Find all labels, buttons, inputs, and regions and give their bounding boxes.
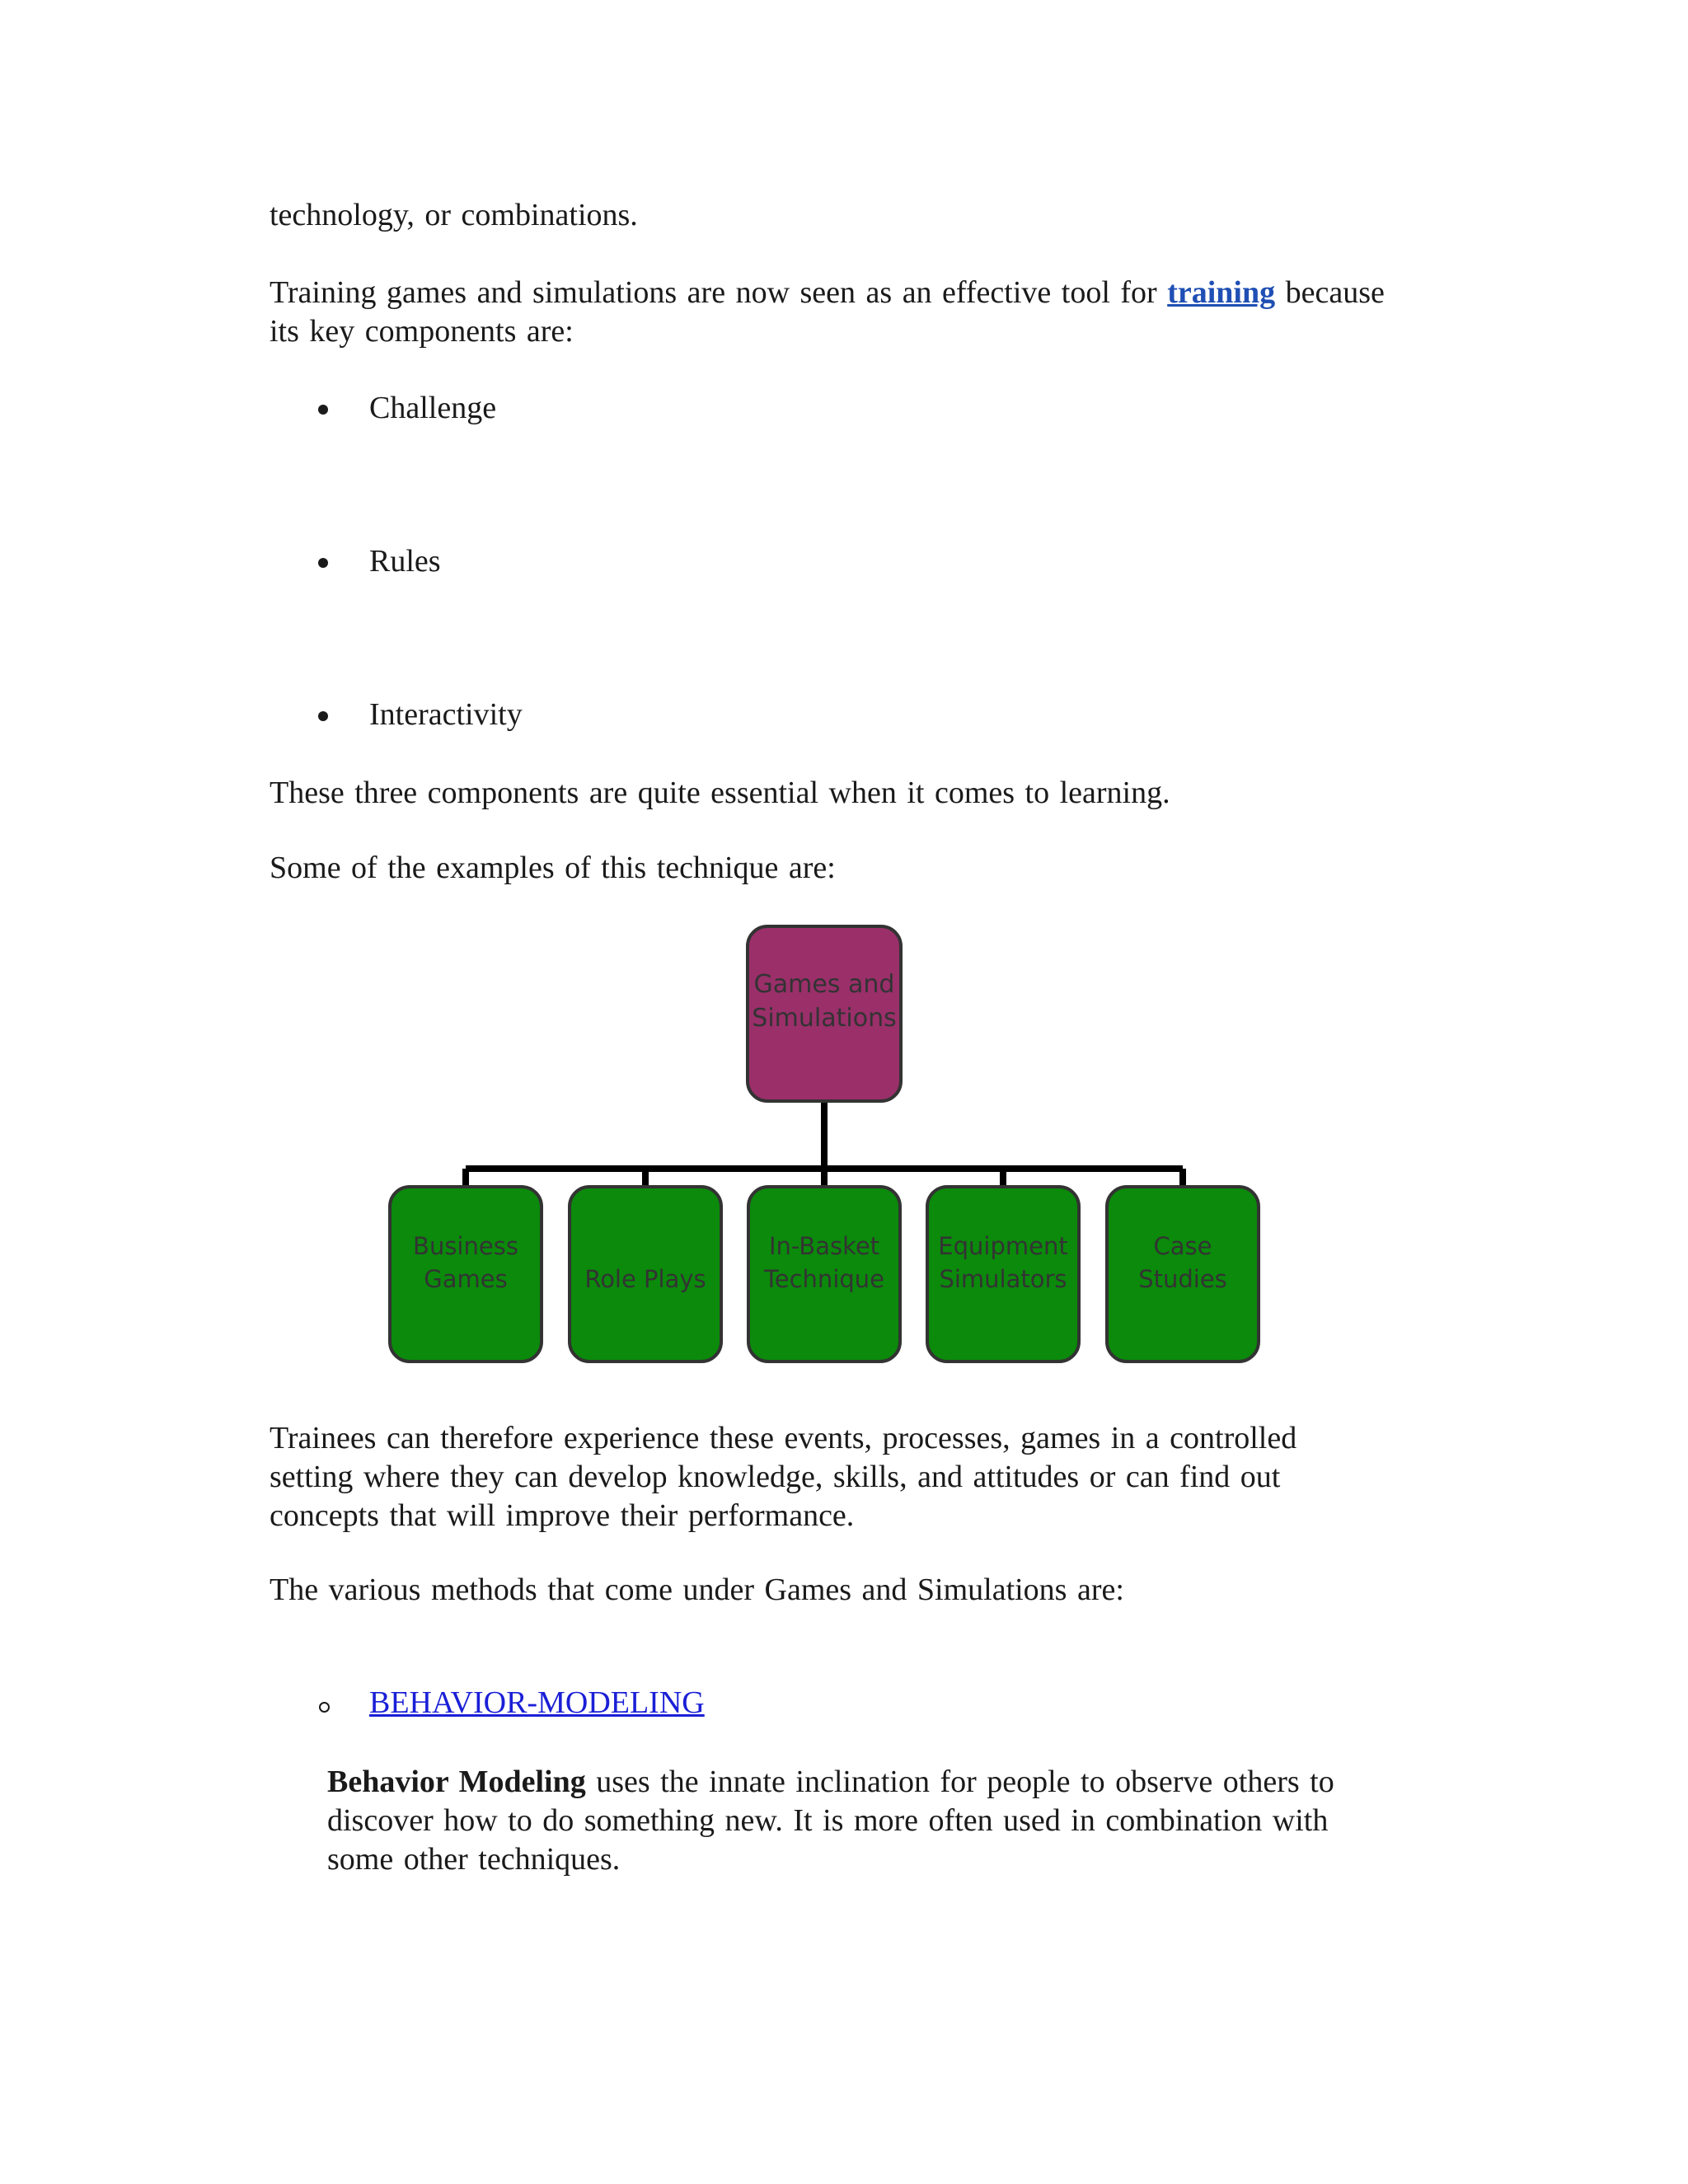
- bullet-label: Rules: [369, 544, 441, 579]
- trainees-line2: setting where they can develop knowledge, skills, and attitudes or can find out: [270, 1460, 1281, 1494]
- essential-text: These three components are quite essential when it comes to learning.: [270, 776, 1170, 810]
- root-label-line1: Games and: [753, 970, 895, 999]
- diagram-node-in-basket-technique: [748, 1187, 900, 1361]
- intro-text-end: technology, or combinations.: [270, 198, 638, 232]
- diagram-root-node: [748, 926, 901, 1101]
- diagram-node-business-games: [390, 1187, 542, 1361]
- training-text-before-link: Training games and simulations are now seen as an effective tool for: [270, 275, 1168, 310]
- node-label-line2: Technique: [763, 1265, 885, 1293]
- bullet-icon: [318, 405, 328, 415]
- node-label-line2: Simulators: [939, 1265, 1067, 1293]
- behavior-line2: discover how to do something new. It is more often used in combination with: [327, 1803, 1329, 1838]
- training-paragraph: [270, 274, 1385, 351]
- bullet-icon: [318, 711, 328, 721]
- examples-text: Some of the examples of this technique are:: [270, 851, 836, 885]
- behavior-modeling-link[interactable]: BEHAVIOR-MODELING: [369, 1685, 705, 1720]
- games-simulations-diagram: [363, 907, 1269, 1368]
- diagram-node-case-studies: [1107, 1187, 1259, 1361]
- node-label-line2: Role Plays: [584, 1265, 706, 1293]
- node-label-line2: Games: [424, 1265, 508, 1293]
- diagram-node-role-plays: [570, 1187, 721, 1361]
- diagram-connectors: [466, 1098, 1183, 1187]
- behavior-line3: some other techniques.: [327, 1842, 621, 1877]
- bullet-label: Challenge: [369, 391, 497, 425]
- behavior-line1-rest: uses the innate inclination for people to observe others to: [585, 1765, 1334, 1799]
- bullet-icon: [318, 558, 328, 568]
- behavior-modeling-paragraph: [327, 1763, 1334, 1879]
- training-text-after-link: because: [1275, 275, 1385, 310]
- trainees-line1: Trainees can therefore experience these events, processes, games in a controlled: [270, 1421, 1297, 1455]
- bullet-label: Interactivity: [369, 697, 523, 732]
- trainees-paragraph: [270, 1419, 1296, 1535]
- training-link[interactable]: training: [1167, 275, 1276, 310]
- node-label-line1: Business: [413, 1232, 518, 1260]
- training-text-line2: its key components are:: [270, 314, 574, 349]
- diagram-node-equipment-simulators: [927, 1187, 1079, 1361]
- trainees-line3: concepts that will improve their performance.: [270, 1498, 855, 1533]
- node-label-line1: Case: [1153, 1232, 1212, 1260]
- node-label-line1: In-Basket: [768, 1232, 880, 1260]
- behavior-modeling-term: Behavior Modeling: [327, 1765, 586, 1799]
- node-label-line1: Equipment: [938, 1232, 1068, 1260]
- root-label-line2: Simulations: [752, 1004, 897, 1033]
- node-label-line2: Studies: [1138, 1265, 1227, 1293]
- circle-bullet-icon: [319, 1702, 330, 1713]
- methods-text: The various methods that come under Games and Simulations are:: [270, 1572, 1124, 1607]
